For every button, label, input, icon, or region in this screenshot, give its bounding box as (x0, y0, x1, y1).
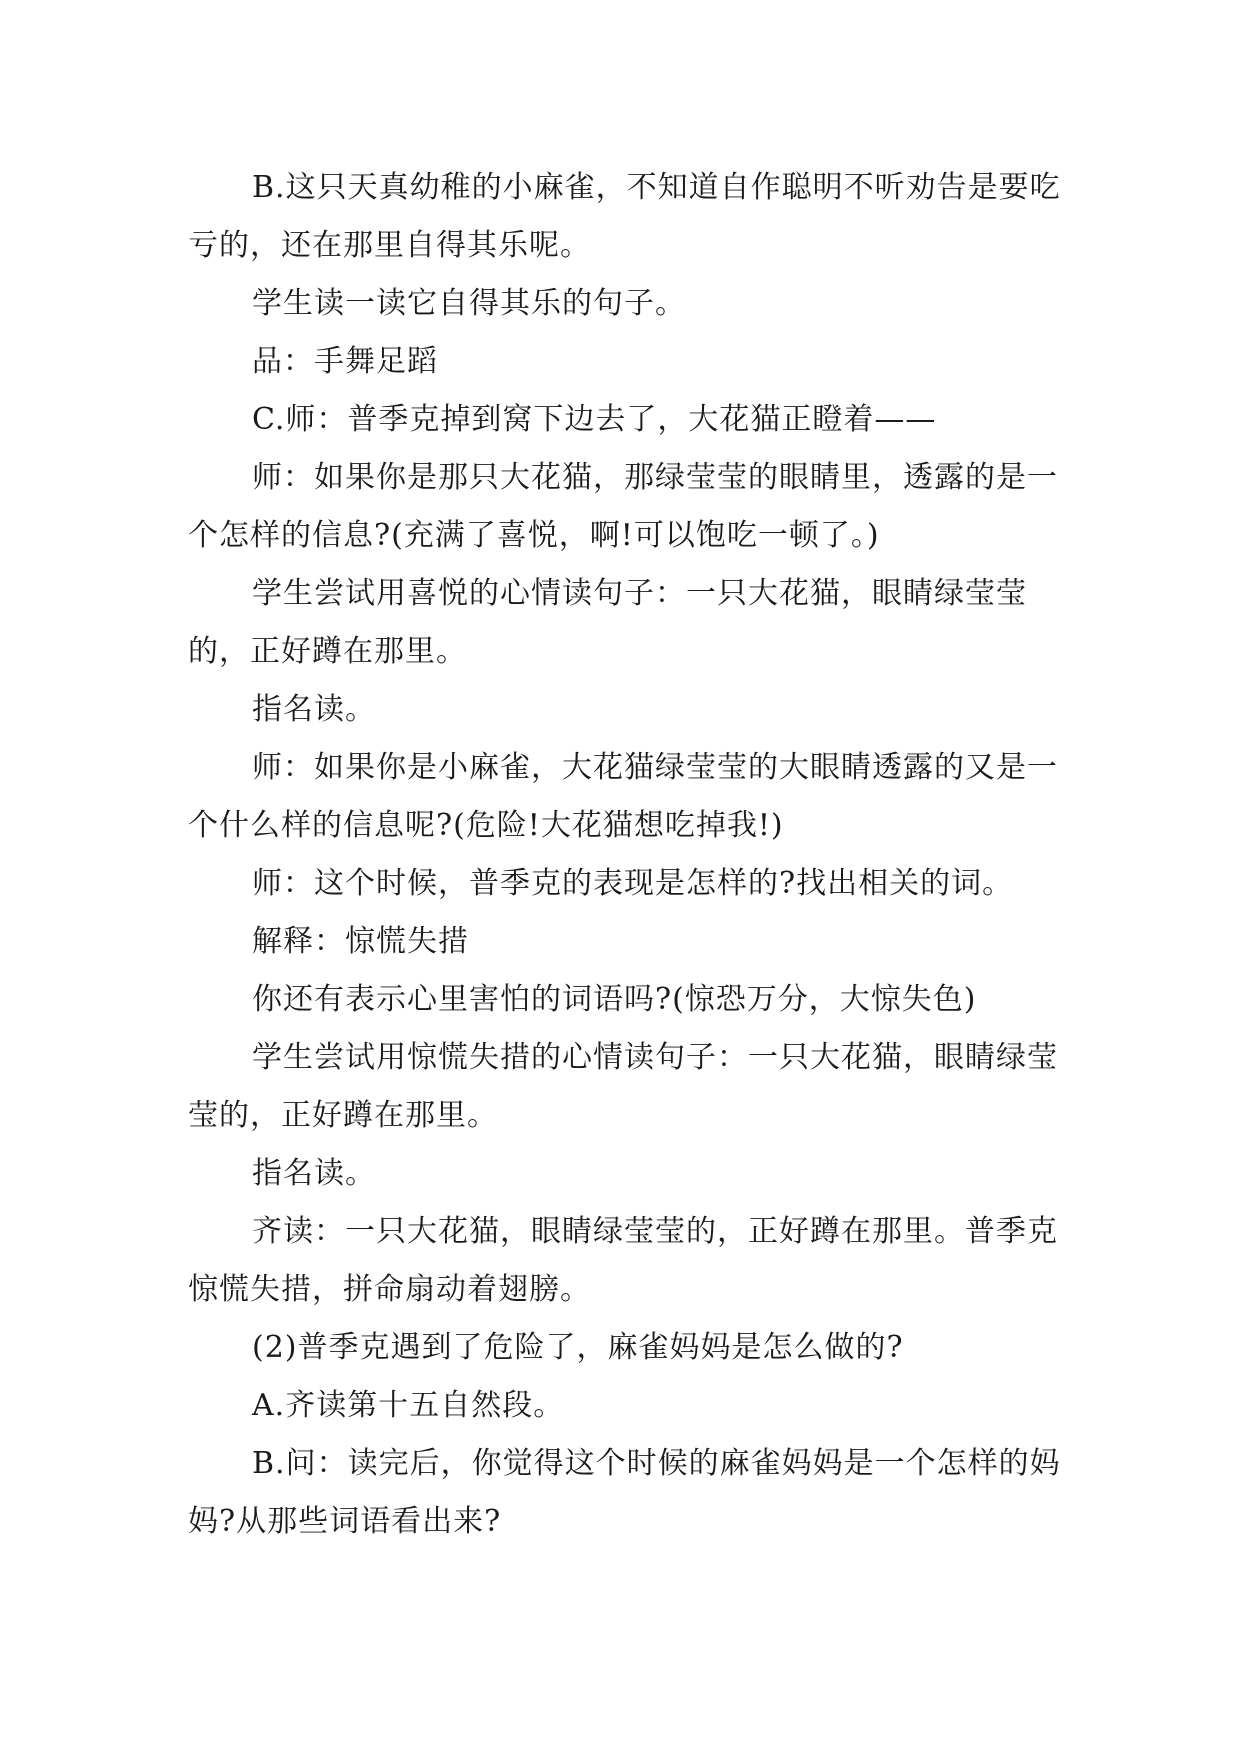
paragraph: 师：如果你是那只大花猫，那绿莹莹的眼睛里，透露的是一个怎样的信息?(充满了喜悦，啊!可以饱吃一顿了。) (188, 460, 1058, 553)
paragraph: 师：如果你是小麻雀，大花猫绿莹莹的大眼睛透露的又是一个什么样的信息呢?(危险!大花猫想吃掉我!) (188, 750, 1058, 843)
document-body (188, 159, 1068, 1551)
paragraph: 解释：惊慌失措 (252, 924, 469, 959)
paragraph: 学生尝试用惊慌失措的心情读句子：一只大花猫，眼睛绿莹莹的，正好蹲在那里。 (188, 1040, 1058, 1133)
paragraph: 指名读。 (252, 1156, 376, 1191)
paragraph: (2)普季克遇到了危险了，麻雀妈妈是怎么做的? (252, 1330, 904, 1365)
paragraph: B.这只天真幼稚的小麻雀，不知道自作聪明不听劝告是要吃亏的，还在那里自得其乐呢。 (188, 170, 1061, 263)
paragraph: 指名读。 (252, 692, 376, 727)
paragraph: B.问：读完后，你觉得这个时候的麻雀妈妈是一个怎样的妈妈?从那些词语看出来? (188, 1446, 1061, 1539)
paragraph: A.齐读第十五自然段。 (252, 1388, 565, 1423)
paragraph: 学生尝试用喜悦的心情读句子：一只大花猫，眼睛绿莹莹的，正好蹲在那里。 (188, 576, 1027, 669)
paragraph: 齐读：一只大花猫，眼睛绿莹莹的，正好蹲在那里。普季克惊慌失措，拼命扇动着翅膀。 (188, 1214, 1058, 1307)
paragraph: 你还有表示心里害怕的词语吗?(惊恐万分，大惊失色) (252, 982, 977, 1017)
paragraph: 师：这个时候，普季克的表现是怎样的?找出相关的词。 (252, 866, 1014, 901)
paragraph: 品：手舞足蹈 (252, 344, 438, 379)
paragraph: C.师：普季克掉到窝下边去了，大花猫正瞪着—— (252, 402, 937, 437)
paragraph: 学生读一读它自得其乐的句子。 (252, 286, 686, 321)
